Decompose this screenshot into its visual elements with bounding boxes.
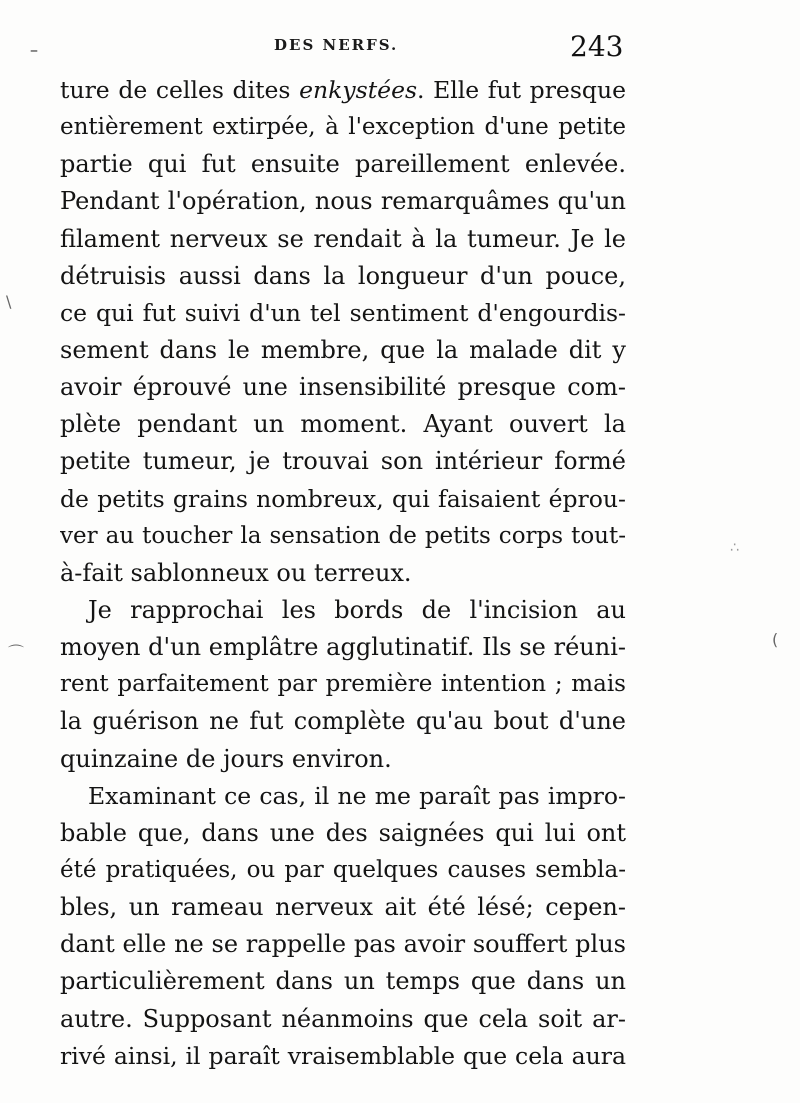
text-line: Pendant l'opération, nous remarquâmes qu'un: [60, 187, 626, 216]
text-line: ture de celles dites enkystées. Elle fut presque: [60, 76, 626, 104]
text-line: partie qui fut ensuite pareillement enlevée.: [60, 150, 626, 179]
text-line: détruisis aussi dans la longueur d'un pouce,: [60, 261, 626, 290]
text-line: bable que, dans une des saignées qui lui ont: [60, 818, 626, 847]
text-line: à-fait sablonneux ou terreux.: [60, 558, 412, 587]
text-line: Je rapprochai les bords de l'incision au: [88, 595, 626, 624]
ink-stain: ∴: [730, 540, 739, 556]
running-head: DES NERFS.: [274, 36, 399, 54]
text-line: avoir éprouvé une insensibilité presque com-: [60, 373, 626, 402]
text-line: de petits grains nombreux, qui faisaient éprou-: [60, 484, 626, 513]
text-line: filament nerveux se rendait à la tumeur. Je le: [60, 224, 626, 253]
page-header: [0, 30, 800, 64]
text-line: ver au toucher la sensation de petits corps tout-: [60, 522, 626, 549]
text-line: quinzaine de jours environ.: [60, 744, 392, 773]
text-line: sement dans le membre, que la malade dit y: [60, 335, 626, 364]
text-line: moyen d'un emplâtre agglutinatif. Ils se réuni-: [60, 633, 626, 662]
italic-term: enkystées: [299, 76, 418, 104]
margin-mark-right: (: [772, 630, 779, 649]
text-line: été pratiquées, ou par quelques causes sembla-: [60, 856, 626, 883]
margin-mark-left: \: [6, 292, 12, 311]
text-line: rent parfaitement par première intention ; mais: [60, 671, 626, 698]
text-line: Examinant ce cas, il ne me paraît pas impro-: [88, 781, 626, 810]
margin-mark-left-lower: ⌒: [8, 643, 25, 662]
text-line: la guérison ne fut complète qu'au bout d'une: [60, 707, 626, 736]
text-line: ce qui fut suivi d'un tel sentiment d'engourdis-: [60, 298, 626, 327]
page-number: 243: [570, 30, 624, 63]
text-line: autre. Supposant néanmoins que cela soit ar-: [60, 1004, 626, 1033]
text-line: particulièrement dans un temps que dans un: [60, 967, 626, 996]
text-line: bles, un rameau nerveux ait été lésé; cepen-: [60, 893, 626, 922]
header-dash: –: [30, 40, 38, 59]
text-line: petite tumeur, je trouvai son intérieur formé: [60, 447, 626, 476]
body-text: [60, 72, 626, 1075]
text-line: rivé ainsi, il paraît vraisemblable que cela aura: [60, 1041, 626, 1070]
text-line: plète pendant un moment. Ayant ouvert la: [60, 410, 626, 439]
text-line: entièrement extirpée, à l'exception d'une petite: [60, 114, 626, 141]
text-line: dant elle ne se rappelle pas avoir souffert plus: [60, 930, 626, 959]
